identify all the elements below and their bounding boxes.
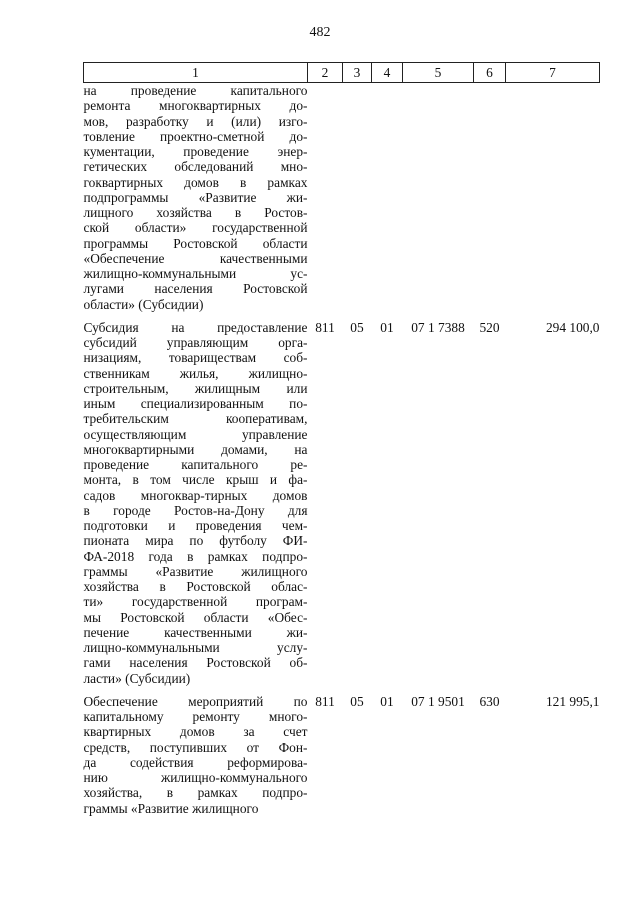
description-line: ственникам жилья, жилищно- — [83, 365, 308, 381]
description-line: капитальному ремонту много- — [83, 709, 308, 724]
description-line: хозяйства, в рамках подпро- — [83, 785, 308, 801]
description-line: нию жилищно-коммунального — [83, 770, 308, 785]
description-line: лищно-коммунальными услу- — [83, 640, 308, 655]
description-line: «Обеспечение качественными — [83, 250, 308, 266]
header-row — [84, 63, 600, 83]
header-col-6: 6 — [474, 63, 506, 83]
amount: 294 100,0 — [545, 319, 600, 335]
description-line: товление проектно-сметной до- — [83, 128, 308, 144]
description-line: низациям, товариществам соб- — [83, 350, 308, 366]
description-line: мов, разработку и (или) изго- — [83, 113, 308, 129]
row-description — [84, 694, 308, 816]
description-line: жилищно-коммунальными ус- — [83, 266, 308, 281]
header-col-3: 3 — [343, 63, 372, 83]
target-article-code: 07 1 7388 — [411, 319, 465, 335]
description-line: граммы «Развитие жилищного — [83, 563, 308, 579]
description-line: ти» государственной програм- — [83, 594, 308, 610]
description-line: на проведение капитального — [83, 83, 308, 98]
description-line: подготовки и проведения чем- — [83, 518, 308, 533]
amount — [506, 83, 600, 312]
table-row — [84, 83, 600, 312]
page-number: 482 — [309, 25, 331, 40]
expense-type-code: 630 — [479, 693, 500, 709]
description-line: кументации, проведение энер- — [83, 144, 308, 159]
description-line: гетических обследований мно- — [83, 159, 308, 175]
subsection-code: 01 — [380, 319, 394, 335]
description-line: мы Ростовской области «Обес- — [83, 609, 308, 625]
description-line: проведение капитального ре- — [83, 457, 308, 472]
description-line: лугами населения Ростовской — [83, 281, 308, 297]
description-line: гами населения Ростовской об- — [83, 655, 308, 671]
description-line: ФА-2018 года в рамках подпро- — [83, 548, 308, 564]
description-line: гоквартирных домов в рамках — [83, 174, 308, 190]
description-line: ласти» (Субсидии) — [83, 670, 191, 686]
expense-type-code: 520 — [479, 319, 500, 335]
description-line: ремонта многоквартирных до- — [83, 98, 308, 114]
description-line: Субсидия на предоставление — [83, 319, 308, 335]
table-body — [84, 83, 600, 816]
description-line: квартирных домов за счет — [83, 724, 308, 740]
description-line: осуществляющим управление — [83, 426, 308, 442]
description-line: хозяйства в Ростовской облас- — [83, 579, 308, 594]
subsection-code: 01 — [380, 693, 394, 709]
ministry-code: 811 — [315, 319, 335, 335]
description-line: программы Ростовской области — [83, 235, 308, 251]
description-line: пионата мира по футболу ФИ- — [83, 533, 308, 549]
description-line: Обеспечение мероприятий по — [83, 693, 308, 709]
budget-table — [83, 62, 600, 816]
description-line: в городе Ростов-на-Дону для — [83, 502, 308, 518]
description-line: да содействия реформирова- — [83, 754, 308, 770]
subsection-code — [372, 83, 403, 312]
section-code: 05 — [350, 693, 364, 709]
row-spacer — [84, 312, 600, 320]
row-spacer — [84, 686, 600, 694]
description-line: требительским кооперативам, — [83, 411, 308, 427]
table-row — [84, 320, 600, 686]
row-description — [84, 83, 308, 312]
description-line: подпрограммы «Развитие жи- — [83, 189, 308, 205]
description-line: многоквартирными домами, на — [83, 441, 308, 457]
description-line: области» (Субсидии) — [83, 296, 204, 312]
description-line: монта, в том числе крыш и фа- — [83, 472, 308, 488]
ministry-code: 811 — [315, 693, 335, 709]
description-line: ской области» государственной — [83, 220, 308, 236]
section-code — [343, 83, 372, 312]
row-description — [84, 320, 308, 686]
header-col-5: 5 — [403, 63, 474, 83]
section-code: 05 — [350, 319, 364, 335]
description-line: субсидий управляющим орга- — [83, 335, 308, 350]
description-line: граммы «Развитие жилищного — [83, 800, 259, 816]
header-col-7: 7 — [506, 63, 600, 83]
target-article-code: 07 1 9501 — [411, 693, 465, 709]
expense-type-code — [474, 83, 506, 312]
description-line: строительным, жилищным или — [83, 380, 308, 396]
amount: 121 995,1 — [545, 693, 600, 709]
description-line: печение качественными жи- — [83, 624, 308, 640]
header-col-4: 4 — [372, 63, 403, 83]
header-col-1: 1 — [84, 63, 308, 83]
ministry-code — [308, 83, 343, 312]
table-row — [84, 694, 600, 816]
target-article-code — [403, 83, 474, 312]
description-line: лищного хозяйства в Ростов- — [83, 205, 308, 220]
row-spacer-cell — [84, 312, 600, 320]
description-line: средств, поступивших от Фон- — [83, 739, 308, 755]
row-spacer-cell — [84, 686, 600, 694]
header-col-2: 2 — [308, 63, 343, 83]
description-line: иным специализированным по- — [83, 396, 308, 411]
description-line: садов многоквар-тирных домов — [83, 487, 308, 503]
